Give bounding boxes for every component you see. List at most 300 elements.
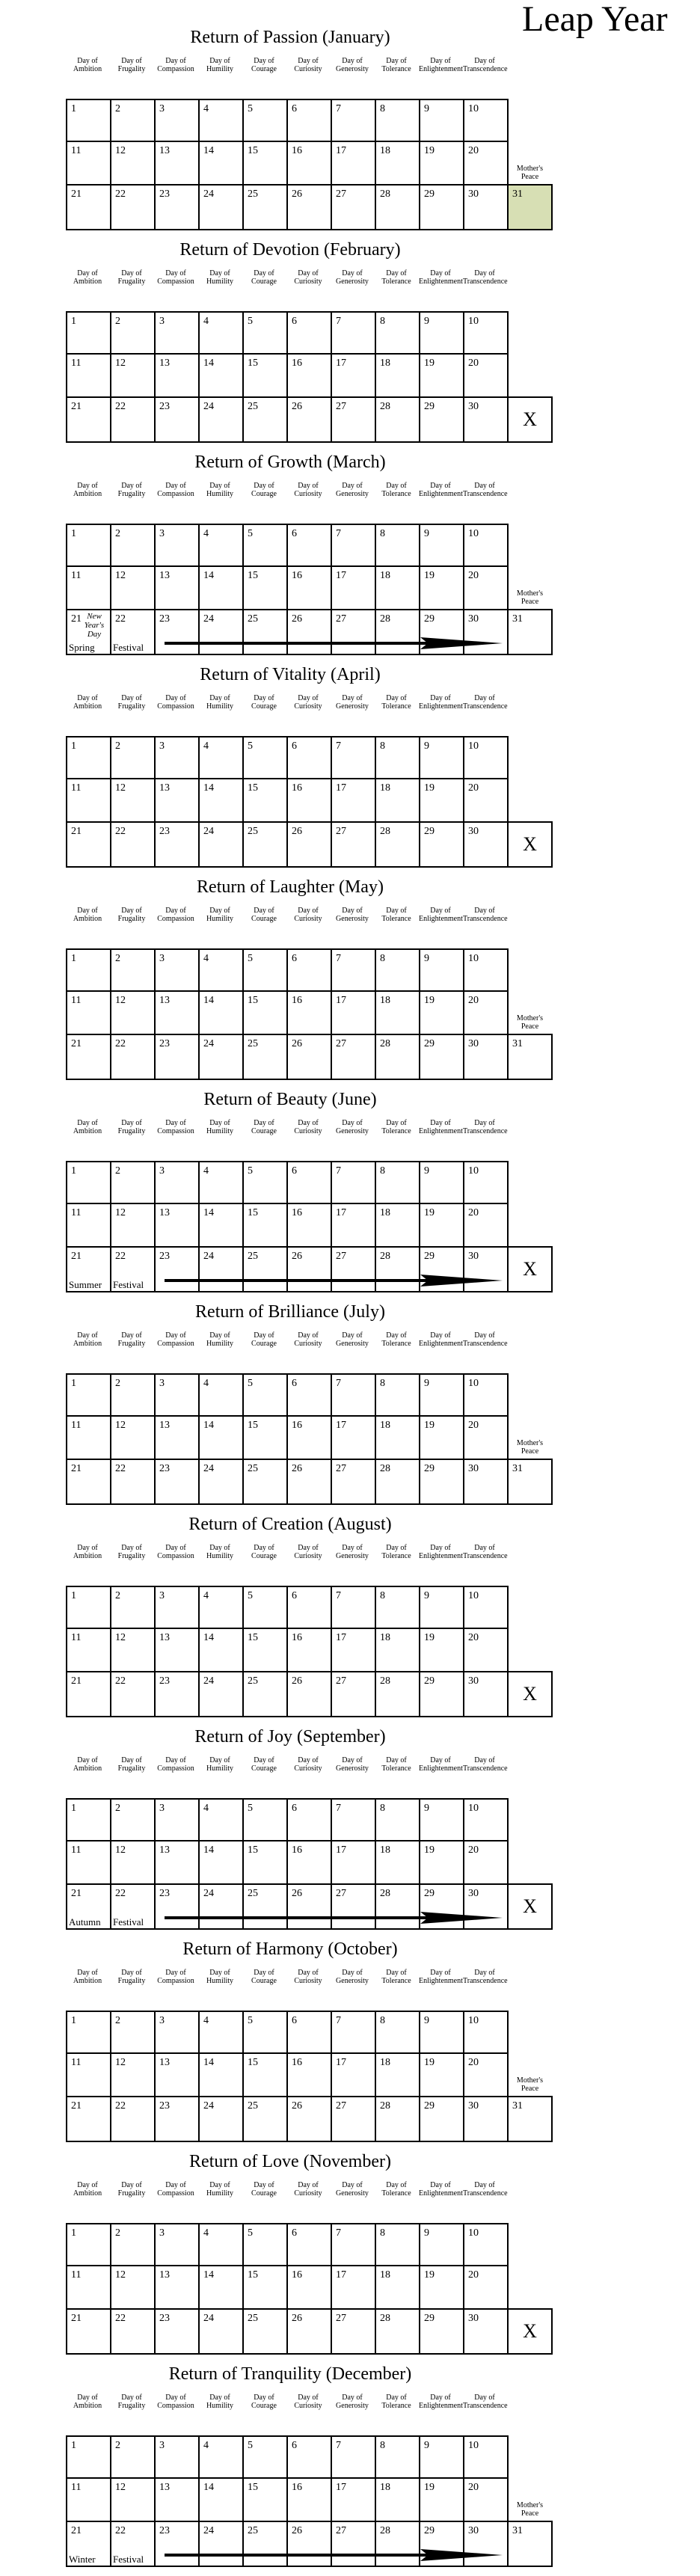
day-cell[interactable] [331, 2223, 376, 2266]
day-cell[interactable] [154, 1034, 200, 1080]
day-cell[interactable] [419, 2052, 464, 2097]
day-cell[interactable] [419, 1883, 464, 1930]
day-cell[interactable] [66, 736, 111, 779]
day-cell[interactable] [198, 1883, 244, 1930]
day-cell[interactable] [110, 1459, 156, 1505]
day-cell[interactable] [286, 2265, 332, 2310]
day-cell[interactable] [66, 1161, 111, 1204]
day-cell[interactable] [242, 311, 288, 355]
day-cell[interactable] [331, 2052, 376, 2097]
day-cell[interactable] [198, 990, 244, 1035]
day-cell[interactable] [286, 736, 332, 779]
day-cell[interactable] [375, 2477, 420, 2522]
day-cell[interactable] [242, 778, 288, 823]
day-cell[interactable] [286, 1459, 332, 1505]
day-cell[interactable] [419, 99, 464, 142]
day-cell[interactable] [375, 948, 420, 992]
day-cell[interactable] [110, 2308, 156, 2355]
day-cell[interactable] [286, 2096, 332, 2142]
day-cell[interactable] [419, 2477, 464, 2522]
day-cell[interactable] [375, 609, 420, 655]
day-cell[interactable] [375, 2308, 420, 2355]
day-cell[interactable] [419, 2011, 464, 2054]
day-cell[interactable] [154, 1798, 200, 1841]
day-cell[interactable] [198, 1459, 244, 1505]
day-cell[interactable] [154, 1586, 200, 1629]
day-cell[interactable] [110, 524, 156, 567]
day-cell[interactable] [463, 736, 509, 779]
day-cell[interactable] [286, 1161, 332, 1204]
day-cell-31[interactable] [507, 2521, 553, 2567]
day-cell[interactable] [375, 1459, 420, 1505]
day-cell[interactable] [375, 396, 420, 443]
day-cell[interactable] [419, 609, 464, 655]
day-cell[interactable] [242, 2011, 288, 2054]
day-cell[interactable] [286, 1628, 332, 1672]
day-cell[interactable] [463, 1798, 509, 1841]
day-cell[interactable] [242, 1840, 288, 1885]
day-cell[interactable] [375, 2223, 420, 2266]
day-cell[interactable] [198, 736, 244, 779]
day-cell[interactable] [375, 565, 420, 610]
day-cell[interactable] [419, 2521, 464, 2567]
day-cell[interactable] [66, 1246, 111, 1292]
day-cell[interactable] [419, 1459, 464, 1505]
day-cell[interactable] [286, 1203, 332, 1248]
day-cell[interactable] [198, 778, 244, 823]
day-cell[interactable] [331, 778, 376, 823]
day-cell[interactable] [154, 1203, 200, 1248]
day-cell[interactable] [375, 1586, 420, 1629]
day-cell[interactable] [419, 821, 464, 868]
day-cell[interactable] [463, 1373, 509, 1417]
day-cell[interactable] [110, 396, 156, 443]
day-cell[interactable] [66, 1883, 111, 1930]
day-cell[interactable] [66, 2521, 111, 2567]
day-cell[interactable] [154, 2052, 200, 2097]
day-cell[interactable] [66, 2011, 111, 2054]
day-cell[interactable] [286, 2223, 332, 2266]
day-cell[interactable] [286, 1415, 332, 1460]
day-cell[interactable] [198, 1628, 244, 1672]
no-day-cell[interactable] [507, 396, 553, 443]
day-cell[interactable] [154, 2308, 200, 2355]
day-cell[interactable] [66, 2308, 111, 2355]
day-cell[interactable] [331, 1415, 376, 1460]
day-cell[interactable] [110, 1246, 156, 1292]
day-cell[interactable] [242, 1034, 288, 1080]
day-cell[interactable] [66, 2223, 111, 2266]
day-cell[interactable] [375, 1840, 420, 1885]
day-cell[interactable] [242, 1671, 288, 1717]
day-cell[interactable] [242, 184, 288, 230]
day-cell[interactable] [110, 990, 156, 1035]
day-cell[interactable] [331, 2521, 376, 2567]
day-cell[interactable] [463, 1586, 509, 1629]
day-cell[interactable] [198, 1586, 244, 1629]
day-cell[interactable] [375, 736, 420, 779]
day-cell[interactable] [66, 141, 111, 185]
day-cell[interactable] [375, 1034, 420, 1080]
day-cell[interactable] [242, 1798, 288, 1841]
day-cell[interactable] [198, 1415, 244, 1460]
day-cell[interactable] [463, 2096, 509, 2142]
day-cell[interactable] [154, 948, 200, 992]
day-cell[interactable] [198, 565, 244, 610]
day-cell[interactable] [331, 736, 376, 779]
day-cell[interactable] [463, 1415, 509, 1460]
day-cell[interactable] [463, 141, 509, 185]
day-cell[interactable] [331, 565, 376, 610]
day-cell[interactable] [375, 1628, 420, 1672]
day-cell[interactable] [419, 2435, 464, 2479]
day-cell[interactable] [110, 1161, 156, 1204]
day-cell[interactable] [198, 2096, 244, 2142]
day-cell[interactable] [286, 311, 332, 355]
day-cell[interactable] [110, 948, 156, 992]
day-cell[interactable] [419, 1798, 464, 1841]
day-cell[interactable] [242, 990, 288, 1035]
day-cell[interactable] [419, 2096, 464, 2142]
day-cell[interactable] [154, 2435, 200, 2479]
day-cell[interactable] [331, 2308, 376, 2355]
day-cell[interactable] [331, 2477, 376, 2522]
day-cell[interactable] [242, 1161, 288, 1204]
day-cell[interactable] [331, 524, 376, 567]
day-cell[interactable] [463, 524, 509, 567]
day-cell[interactable] [66, 1203, 111, 1248]
day-cell[interactable] [198, 1373, 244, 1417]
day-cell[interactable] [463, 821, 509, 868]
day-cell[interactable] [198, 1798, 244, 1841]
day-cell[interactable] [331, 821, 376, 868]
day-cell[interactable] [286, 1246, 332, 1292]
day-cell[interactable] [419, 184, 464, 230]
day-cell[interactable] [110, 821, 156, 868]
day-cell[interactable] [66, 1415, 111, 1460]
day-cell[interactable] [242, 396, 288, 443]
day-cell[interactable] [154, 609, 200, 655]
day-cell[interactable] [198, 2265, 244, 2310]
day-cell[interactable] [110, 1840, 156, 1885]
day-cell[interactable] [110, 1373, 156, 1417]
day-cell[interactable] [242, 1883, 288, 1930]
day-cell[interactable] [463, 311, 509, 355]
day-cell[interactable] [463, 1883, 509, 1930]
no-day-cell[interactable] [507, 1883, 553, 1930]
day-cell[interactable] [375, 99, 420, 142]
day-cell[interactable] [286, 948, 332, 992]
day-cell[interactable] [154, 184, 200, 230]
day-cell[interactable] [198, 2477, 244, 2522]
day-cell[interactable] [154, 1373, 200, 1417]
day-cell[interactable] [375, 1373, 420, 1417]
day-cell[interactable] [463, 609, 509, 655]
day-cell[interactable] [375, 184, 420, 230]
day-cell-31[interactable] [507, 1034, 553, 1080]
day-cell[interactable] [66, 2477, 111, 2522]
day-cell[interactable] [198, 609, 244, 655]
day-cell[interactable] [419, 1628, 464, 1672]
day-cell[interactable] [331, 1459, 376, 1505]
day-cell[interactable] [331, 1246, 376, 1292]
day-cell[interactable] [331, 184, 376, 230]
day-cell[interactable] [331, 353, 376, 398]
day-cell[interactable] [419, 141, 464, 185]
day-cell[interactable] [198, 2052, 244, 2097]
day-cell[interactable] [198, 353, 244, 398]
day-cell[interactable] [463, 396, 509, 443]
day-cell[interactable] [110, 1628, 156, 1672]
day-cell-31[interactable] [507, 2096, 553, 2142]
no-day-cell[interactable] [507, 821, 553, 868]
day-cell[interactable] [198, 2223, 244, 2266]
no-day-cell[interactable] [507, 1671, 553, 1717]
day-cell[interactable] [419, 2265, 464, 2310]
day-cell[interactable] [286, 565, 332, 610]
day-cell[interactable] [419, 311, 464, 355]
day-cell[interactable] [331, 1373, 376, 1417]
day-cell[interactable] [154, 2096, 200, 2142]
day-cell[interactable] [286, 1373, 332, 1417]
day-cell[interactable] [242, 2265, 288, 2310]
day-cell[interactable] [154, 141, 200, 185]
day-cell[interactable] [110, 1586, 156, 1629]
day-cell[interactable] [463, 990, 509, 1035]
day-cell[interactable] [154, 1415, 200, 1460]
day-cell[interactable] [419, 396, 464, 443]
day-cell[interactable] [331, 1034, 376, 1080]
day-cell[interactable] [463, 2052, 509, 2097]
day-cell[interactable] [66, 948, 111, 992]
day-cell[interactable] [110, 609, 156, 655]
day-cell[interactable] [154, 1883, 200, 1930]
day-cell[interactable] [286, 396, 332, 443]
day-cell[interactable] [242, 1373, 288, 1417]
day-cell[interactable] [463, 565, 509, 610]
day-cell[interactable] [66, 1671, 111, 1717]
day-cell[interactable] [66, 565, 111, 610]
day-cell[interactable] [375, 2011, 420, 2054]
day-cell[interactable] [110, 2052, 156, 2097]
day-cell[interactable] [419, 1161, 464, 1204]
day-cell[interactable] [66, 2096, 111, 2142]
day-cell[interactable] [110, 1203, 156, 1248]
day-cell[interactable] [242, 2052, 288, 2097]
day-cell[interactable] [242, 1586, 288, 1629]
day-cell[interactable] [198, 948, 244, 992]
day-cell[interactable] [463, 2435, 509, 2479]
day-cell[interactable] [286, 1798, 332, 1841]
day-cell[interactable] [110, 1883, 156, 1930]
day-cell[interactable] [463, 2223, 509, 2266]
day-cell[interactable] [331, 1883, 376, 1930]
day-cell[interactable] [463, 2265, 509, 2310]
day-cell[interactable] [66, 2265, 111, 2310]
day-cell[interactable] [463, 1246, 509, 1292]
day-cell[interactable] [375, 1246, 420, 1292]
day-cell[interactable] [286, 184, 332, 230]
day-cell[interactable] [110, 184, 156, 230]
day-cell[interactable] [66, 990, 111, 1035]
day-cell[interactable] [242, 565, 288, 610]
day-cell[interactable] [154, 2223, 200, 2266]
day-cell[interactable] [154, 99, 200, 142]
day-cell[interactable] [242, 948, 288, 992]
day-cell[interactable] [198, 396, 244, 443]
day-cell[interactable] [154, 565, 200, 610]
day-cell[interactable] [110, 2096, 156, 2142]
day-cell[interactable] [286, 2435, 332, 2479]
day-cell[interactable] [286, 609, 332, 655]
day-cell[interactable] [331, 948, 376, 992]
day-cell[interactable] [286, 99, 332, 142]
day-cell[interactable] [331, 311, 376, 355]
day-cell[interactable] [331, 609, 376, 655]
day-cell[interactable] [463, 2011, 509, 2054]
day-cell[interactable] [242, 1246, 288, 1292]
day-cell[interactable] [331, 1203, 376, 1248]
day-cell[interactable] [375, 141, 420, 185]
day-cell[interactable] [242, 2435, 288, 2479]
day-cell[interactable] [419, 1671, 464, 1717]
day-cell[interactable] [110, 1798, 156, 1841]
day-cell[interactable] [242, 609, 288, 655]
day-cell[interactable] [154, 2265, 200, 2310]
day-cell[interactable] [242, 524, 288, 567]
day-cell[interactable] [419, 736, 464, 779]
day-cell[interactable] [286, 2052, 332, 2097]
day-cell[interactable] [110, 736, 156, 779]
day-cell[interactable] [419, 1034, 464, 1080]
day-cell[interactable] [198, 1671, 244, 1717]
day-cell[interactable] [331, 990, 376, 1035]
day-cell[interactable] [66, 353, 111, 398]
day-cell[interactable] [375, 353, 420, 398]
day-cell[interactable] [110, 778, 156, 823]
day-cell[interactable] [419, 1586, 464, 1629]
day-cell[interactable] [242, 141, 288, 185]
day-cell[interactable] [198, 99, 244, 142]
day-cell[interactable] [242, 1628, 288, 1672]
day-cell[interactable] [242, 736, 288, 779]
day-cell[interactable] [154, 2477, 200, 2522]
day-cell[interactable] [463, 1203, 509, 1248]
day-cell[interactable] [286, 2308, 332, 2355]
day-cell[interactable] [463, 99, 509, 142]
day-cell[interactable] [242, 2477, 288, 2522]
day-cell[interactable] [331, 1798, 376, 1841]
day-cell[interactable] [375, 778, 420, 823]
day-cell[interactable] [419, 353, 464, 398]
day-cell[interactable] [463, 2308, 509, 2355]
no-day-cell[interactable] [507, 1246, 553, 1292]
day-cell[interactable] [331, 1586, 376, 1629]
day-cell[interactable] [66, 1034, 111, 1080]
day-cell[interactable] [66, 396, 111, 443]
day-cell[interactable] [286, 821, 332, 868]
day-cell[interactable] [375, 524, 420, 567]
day-cell[interactable] [110, 1034, 156, 1080]
day-cell[interactable] [419, 1415, 464, 1460]
day-cell[interactable] [198, 141, 244, 185]
day-cell[interactable] [110, 2011, 156, 2054]
day-cell[interactable] [463, 948, 509, 992]
day-cell[interactable] [419, 948, 464, 992]
day-cell[interactable] [375, 1161, 420, 1204]
day-cell[interactable] [198, 2435, 244, 2479]
day-cell[interactable] [463, 184, 509, 230]
day-cell[interactable] [198, 1203, 244, 1248]
day-cell[interactable] [419, 1203, 464, 1248]
day-cell[interactable] [286, 1034, 332, 1080]
day-cell[interactable] [286, 1671, 332, 1717]
day-cell[interactable] [286, 778, 332, 823]
day-cell[interactable] [66, 1459, 111, 1505]
day-cell[interactable] [331, 1628, 376, 1672]
day-cell[interactable] [331, 1161, 376, 1204]
no-day-cell[interactable] [507, 2308, 553, 2355]
day-cell[interactable] [66, 778, 111, 823]
day-cell[interactable] [286, 2477, 332, 2522]
day-cell[interactable] [242, 1203, 288, 1248]
day-cell[interactable] [110, 99, 156, 142]
day-cell[interactable] [286, 353, 332, 398]
day-cell[interactable] [286, 141, 332, 185]
day-cell[interactable] [419, 524, 464, 567]
day-cell[interactable] [110, 1415, 156, 1460]
day-cell[interactable] [154, 1671, 200, 1717]
day-cell[interactable] [286, 990, 332, 1035]
day-cell[interactable] [154, 1161, 200, 1204]
day-cell[interactable] [198, 1840, 244, 1885]
day-cell[interactable] [463, 1628, 509, 1672]
day-cell[interactable] [286, 1840, 332, 1885]
day-cell[interactable] [154, 311, 200, 355]
day-cell[interactable] [110, 1671, 156, 1717]
day-cell[interactable] [110, 2223, 156, 2266]
day-cell[interactable] [198, 524, 244, 567]
day-cell[interactable] [331, 1671, 376, 1717]
day-cell[interactable] [66, 1373, 111, 1417]
day-cell[interactable] [154, 396, 200, 443]
day-cell[interactable] [375, 311, 420, 355]
day-cell[interactable] [331, 1840, 376, 1885]
day-cell[interactable] [198, 2011, 244, 2054]
day-cell-31[interactable] [507, 609, 553, 655]
day-cell[interactable] [375, 1415, 420, 1460]
day-cell[interactable] [286, 2521, 332, 2567]
day-cell[interactable] [154, 821, 200, 868]
day-cell[interactable] [419, 2223, 464, 2266]
day-cell[interactable] [66, 2435, 111, 2479]
day-cell[interactable] [463, 778, 509, 823]
day-cell[interactable] [463, 1459, 509, 1505]
day-cell[interactable] [110, 2521, 156, 2567]
day-cell[interactable] [242, 1459, 288, 1505]
day-cell[interactable] [66, 311, 111, 355]
day-cell[interactable] [375, 2521, 420, 2567]
day-cell[interactable] [331, 2096, 376, 2142]
day-cell[interactable] [198, 1246, 244, 1292]
day-cell[interactable] [463, 1161, 509, 1204]
day-cell[interactable] [242, 1415, 288, 1460]
day-cell[interactable] [154, 524, 200, 567]
day-cell[interactable] [242, 99, 288, 142]
day-cell-31[interactable] [507, 1459, 553, 1505]
day-cell[interactable] [110, 2265, 156, 2310]
day-cell[interactable] [419, 1840, 464, 1885]
